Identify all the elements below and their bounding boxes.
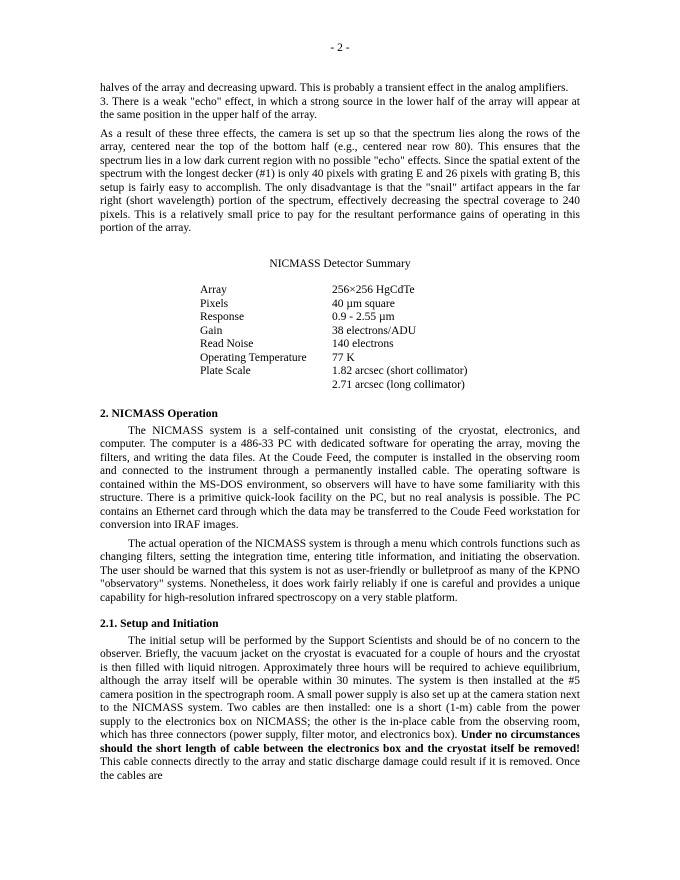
operation-paragraph-2: The actual operation of the NICMASS system is through a menu which controls functions such as changing filters, setting the integration time, entering title information, and initiating the observation. The user should be warned that this system is not as user-friendly or bulletproof as many of the KPNO "observatory" systems. Nonetheless, it does work fairly reliably if one is careful and provides a unique capability for high-resolution infrared spectroscopy on a very stable platform. (100, 537, 580, 604)
spec-value: 2.71 arcsec (long collimator) (332, 378, 465, 391)
spec-label: Operating Temperature (200, 351, 307, 364)
continuation-paragraph: halves of the array and decreasing upward. This is probably a transient effect in the analog amplifiers. (100, 82, 569, 94)
table-row (200, 379, 467, 393)
spec-value: 0.9 - 2.55 µm (332, 311, 395, 323)
table-row (200, 338, 467, 352)
spec-value: 256×256 HgCdTe (332, 284, 415, 296)
spec-label: Response (200, 311, 245, 323)
spec-label: Gain (200, 324, 223, 337)
table-row (200, 325, 467, 339)
table-row (200, 352, 467, 366)
spec-value: 140 electrons (332, 338, 394, 350)
spec-label: Array (200, 284, 227, 296)
spec-label: Read Noise (200, 338, 254, 350)
setup-initiation-paragraph (100, 635, 580, 784)
table-row (200, 298, 467, 312)
setup-text-end: This cable connects directly to the array and static discharge damage could result if it is removed. Once the cables are (100, 756, 580, 782)
page-number: - 2 - (330, 42, 350, 54)
table-row (200, 311, 467, 325)
spec-value: 38 electrons/ADU (332, 324, 416, 337)
setup-text-start: The initial setup will be performed by the Support Scientists and should be of no concern to the observer. Briefly, the vacuum jacket on the cryostat is evacuated for a couple of hours and the cryostat is then filled with liquid nitrogen. Approximately three hours will be required to achieve equilibrium, although the array itself will be operable within 30 minutes. The system is then installed at the #5 camera position in the spectrograph room. A small power supply is also set up at the camera station next to the NICMASS system. Two cables are then installed: one is a short (1-m) cable from the power supply to the electronics box on NICMASS; the other is the in-place cable from the observing room, which has three connectors (power supply, filter motor, and electronics box). (100, 634, 580, 741)
table-row (200, 365, 467, 379)
spec-value: 40 µm square (332, 297, 395, 310)
section-2-heading: 2. NICMASS Operation (100, 408, 218, 420)
table-row (200, 284, 467, 298)
detector-summary-table (200, 284, 467, 392)
detector-summary-title: NICMASS Detector Summary (269, 257, 411, 270)
section-2-1-heading: 2.1. Setup and Initiation (100, 618, 219, 630)
spec-value: 1.82 arcsec (short collimator) (332, 365, 468, 377)
spec-label: Plate Scale (200, 365, 251, 377)
spec-label: Pixels (200, 297, 229, 310)
spec-value: 77 K (332, 351, 355, 364)
spec-label (200, 379, 332, 393)
cable-warning: Under no circumstances should the short length of cable between the electronics box and the cryostat itself be removed! (100, 729, 580, 755)
page-body (100, 82, 580, 783)
setup-paragraph: As a result of these three effects, the camera is set up so that the spectrum lies along the rows of the array, centered near the top of the bottom half (e.g., centered near row 80). This ensures that the spectrum lies in a low dark current region with no possible "echo" effects. Since the spatial extent of the spectrum with the longest decker (#1) is only 40 pixels with grating E and 26 pixels with grating B, this setup is fairly easy to accomplish. The only disadvantage is that the "snail" artifact appears in the far right (short wavelength) portion of the spectrum, effectively decreasing the spectral coverage to 240 pixels. This is a relatively small price to pay for the resultant performance gains of operating in this portion of the array. (100, 127, 580, 234)
operation-paragraph-1: The NICMASS system is a self-contained unit consisting of the cryostat, electronics, and computer. The computer is a 486-33 PC with dedicated software for operating the array, moving the filters, and writing the data files. At the Coude Feed, the computer is installed in the observing room and connected to the instrument through a permanently installed cable. The operating software is contained within the MS-DOS environment, so observers will have to have some familiarity with this structure. There is a primitive quick-look facility on the PC, but no real analysis is possible. The PC contains an Ethernet card through which the data may be transferred to the Coude Feed workstation for conversion into IRAF images. (100, 424, 580, 531)
list-item-3: 3. There is a weak "echo" effect, in which a strong source in the lower half of the array will appear at the same position in the upper half of the array. (100, 95, 580, 121)
